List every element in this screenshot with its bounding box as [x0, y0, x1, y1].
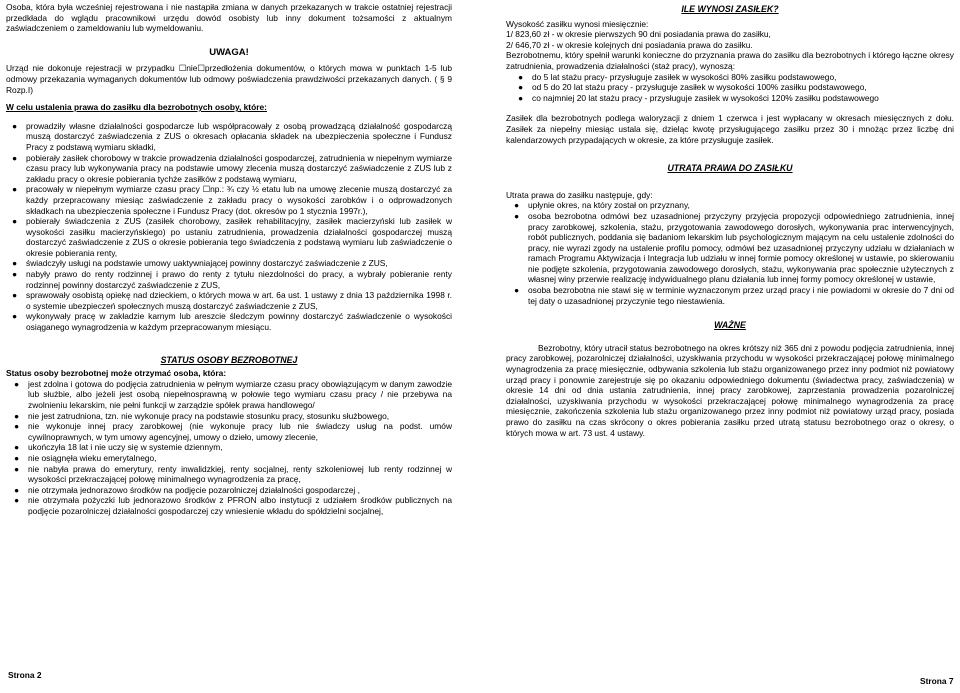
- wazne-heading: WAŻNE: [714, 320, 746, 331]
- bullet-icon: ●: [514, 210, 520, 221]
- status-list: [6, 379, 452, 517]
- list-item: [518, 71, 954, 83]
- list-item-text: upłynie okres, na który został on przyznany,: [528, 200, 690, 211]
- list-item-text: nie wykonuje innej pracy zarobkowej (nie wykonuje pracy lub nie świadczy usług na podst. umów cywilnoprawnych, w tym umowy agencyjnej, umowy o dzieło, umowy zlecenie,: [28, 421, 452, 442]
- bullet-icon: ●: [12, 152, 18, 163]
- list-item-text: jest zdolna i gotowa do podjęcia zatrudnienia w pełnym wymiarze czasu pracy obowiązującym w danym zawodzie lub służbie, albo jeżeli jest osobą niepełnosprawną w połowie tego wymiaru czasu pracy / nie przebywa na zwolnieniu lekarskim, nie pełni funkcji w zarządzie spółek prawa handlowego/: [28, 378, 452, 410]
- list-item-text: nie otrzymała jednorazowo środków na podjęcie pozarolniczej działalności gospodarczej ,: [28, 484, 360, 495]
- bullet-icon: ●: [12, 184, 18, 195]
- wysokosc-paragraph: Wysokość zasiłku wynosi miesięcznie: 1/ 823,60 zł - w okresie pierwszych 90 dni posiadania prawa do zasiłku, 2/ 646,70 zł - w okresie kolejnych dni posiadania prawa do zasiłku.: [506, 18, 771, 50]
- list-item: [12, 311, 452, 333]
- staz-intro: Bezrobotnemu, który spełnił warunki konieczne do przyznania prawa do zasiłku dla bezrobotnych i którego łączne okresy zatrudnienia, prowadzenia działalności (staż pracy), wynoszą:: [506, 50, 954, 71]
- bullet-icon: ●: [514, 285, 520, 296]
- list-item: [12, 120, 452, 153]
- list-item-text: pracowały w niepełnym wymiarze czasu pracy ☐np.: ¾ czy ½ etatu lub na umowę zlecenie muszą dostarczyć za każdy przepracowany miesiąc zaświadczenie z zakładu pracy o wysokości zarobków i o odprowadzonych składkach na ubezpieczenia społeczne i Fundusz Pracy (dot. okresów po 1 stycznia 1997r.),: [26, 184, 452, 216]
- utrata-intro: Utrata prawa do zasiłku następuje, gdy:: [506, 189, 653, 200]
- list-item-text: od 5 do 20 lat stażu pracy - przysługuje zasiłek w wysokości 100% zasiłku podstawowego,: [532, 82, 867, 93]
- right-column: [506, 0, 954, 438]
- list-item: [14, 442, 452, 453]
- list-item: [514, 200, 954, 211]
- bullet-icon: ●: [518, 82, 524, 93]
- bullet-icon: ●: [12, 311, 18, 322]
- list-item-text: osoba bezrobotna odmówi bez uzasadnionej przyczyny przyjęcia propozycji odpowiedniego zatrudnienia, innej pracy zarobkowej, szkolenia, stażu, przygotowania zawodowego dorosłych, wykonywania prac interwencyjnych, robót publicznych, poddania się badaniom lekarskim lub psychologicznym mającym na celu ustalenie zdolności do pracy, nie wyrazi zgody na ustalenie profilu pomocy, odmówi bez uzasadnionej przyczyny udziału w działaniach w ramach Programu Aktywizacja i Integracja lub udziału w innej formie pomocy określonej w ustawie, po skierowaniu nie podjęte szkolenia, przygotowania zawodowego dorosłych, stażu, wykonywania prac społecznie użytecznych z własnej winy przerwie realizację indywidualnego planu działania lub innej formy pomocy określonej w ustawie,: [528, 210, 954, 285]
- bullet-icon: ●: [14, 463, 20, 474]
- waloryzacja-paragraph: Zasiłek dla bezrobotnych podlega waloryzacji z dniem 1 czerwca i jest wypłacany w okresach miesięcznych z dołu. Zasiłek za niepełny miesiąc ustala się, dzieląc kwotę przysługującego zasiłku przez 30 i mnożąc przez liczbę dni kalendarzowych przypadających w okresie, za które przysługuje zasiłek.: [506, 113, 954, 145]
- wysokosc-heading: ILE WYNOSI ZASIŁEK?: [681, 4, 779, 14]
- bullet-icon: ●: [14, 410, 20, 421]
- intro-paragraph: Osoba, która była wcześniej rejestrowana i nie nastąpiła zmiana w danych przekazanych w trakcie ostatniej rejestracji przedkłada do wglądu pracownikowi urzędu dowód osobisty lub inny dokument tożsamości z aktualnym zaświadczeniem o zameldowaniu lub wymeldowaniu.: [6, 2, 452, 34]
- list-item-text: ukończyła 18 lat i nie uczy się w systemie dziennym,: [28, 442, 223, 453]
- status-intro: Status osoby bezrobotnej może otrzymać osoba, która:: [6, 368, 227, 379]
- wazne-paragraph: Bezrobotny, który utracił status bezrobotnego na okres krótszy niż 365 dni z powodu podjęcia zatrudnienia, innej pracy zarobkowej, pozarolniczej działalności, uzyskiwania przychodu w wysokości przekraczającej połowę minimalnego wynagrodzenia za pracę miesięcznie, odbywania szkolenia lub stażu organizowanego przez inny podmiot niż powiatowy urząd pracy i ponownie zarejestruje się po okazaniu odpowiedniego dokumentu (świadectwa pracy, zaświadczenia) w okresie 14 dni od dnia ustania zatrudnienia, innej pracy zarobkowej, zaprzestania prowadzenia pozarolniczej działalności, uzyskiwania przychodu w wysokości przekraczającej połowę minimalnego wynagrodzenia za pracę miesięcznie, zakończenia szkolenia lub stażu organizowanego przez inny podmiot niż powiatowy urząd pracy, posiada prawo do zasiłku na czas skrócony o okres pobierania zasiłku przed utratą statusu bezrobotnego oraz o okresy, o których mowa w art. 73 ust. 4 ustawy.: [506, 342, 954, 438]
- list-item: [12, 152, 452, 185]
- list-item: [518, 82, 954, 93]
- bullet-icon: ●: [14, 378, 20, 389]
- bullet-icon: ●: [12, 120, 18, 131]
- bullet-icon: ●: [12, 269, 18, 280]
- list-item-text: pobierały świadczenia z ZUS (zasiłek chorobowy, zasiłek rehabilitacyjny, zasiłek macierzyński lub zasiłek w wysokości zasiłku macierzyńskiego) po ustaniu zatrudnienia, prowadzenia działalności gospodarczej muszą dostarczyć zaświadczenie z ZUS o okresie pobierania tego świadczenia z podstawą wymiaru lub zaświadczenie o okresie pobierania renty,: [26, 216, 452, 258]
- list-item-text: nie nabyła prawa do emerytury, renty inwalidzkiej, renty socjalnej, renty szkoleniowej lub renty rodzinnej w wysokości przekraczającej połowę minimalnego wynagrodzenia za pracę,: [28, 463, 452, 485]
- list-item: [14, 463, 452, 485]
- bullet-icon: ●: [514, 200, 520, 211]
- page-number-right: Strona 7: [920, 676, 954, 686]
- utrata-list: [506, 200, 954, 306]
- bullet-icon: ●: [518, 92, 524, 103]
- list-item: [14, 410, 452, 422]
- bullet-icon: ●: [14, 452, 20, 463]
- list-item: [514, 210, 954, 285]
- utrata-heading: UTRATA PRAWA DO ZASIŁKU: [667, 163, 793, 174]
- uwaga-heading: UWAGA!: [209, 46, 249, 58]
- list-item: [518, 92, 954, 104]
- staz-list: [506, 72, 954, 104]
- list-item: [12, 269, 452, 290]
- list-item-text: co najmniej 20 lat stażu pracy - przysługuje zasiłek w wysokości 120% zasiłku podstawowego: [532, 92, 879, 103]
- list-item-text: sprawowały osobistą opiekę nad dzieckiem, o których mowa w art. 6a ust. 1 ustawy z dnia 13 października 1998 r. o systemie ubezpieczeń społecznych muszą dostarczyć zaświadczenie z ZUS,: [26, 290, 452, 311]
- list-item: [12, 290, 452, 311]
- bullet-icon: ●: [12, 216, 18, 227]
- list-item-text: wykonywały pracę w zakładzie karnym lub areszcie śledczym powinny dostarczyć zaświadczenie o wysokości osiąganego wynagrodzenia w każdym przepracowanym miesiącu.: [26, 311, 452, 333]
- bullet-icon: ●: [518, 71, 524, 82]
- uwaga-paragraph: Urząd nie dokonuje rejestracji w przypadku ☐nie☐przedłożenia dokumentów, o których mowa w punktach 1-5 lub odmowy przekazania wymaganych dokumentów lub odmowy poświadczenia prawdziwości przekazanych danych. ( § 9 Rozp.I): [6, 63, 452, 95]
- list-item-text: nie osiągnęła wieku emerytalnego,: [28, 452, 157, 463]
- bullet-icon: ●: [14, 442, 20, 453]
- list-item-text: pobierały zasiłek chorobowy w trakcie prowadzenia działalności gospodarczej, zatrudnienia w niepełnym wymiarze czasu pracy lub wykonywania pracy na podstawie umowy zlecenia muszą dostarczyć zaświadczenie z ZUS lub z zakładu pracy o okresie pobierania tychże zasiłków z podstawą wymiaru,: [26, 152, 452, 184]
- list-item-text: prowadziły własne działalności gospodarcze lub współpracowały z osobą prowadzącą działalność gospodarczą muszą dostarczyć zaświadczenia z ZUS o okresach opłacania składek na ubezpieczenia społeczne i Fundusz Pracy z podstawą wymiaru składki,: [26, 120, 452, 152]
- list-item: [14, 484, 452, 496]
- bullet-icon: ●: [12, 258, 18, 269]
- ustalenia-list: [6, 121, 452, 333]
- list-item: [14, 495, 452, 516]
- list-item: [12, 184, 452, 216]
- page-number-left: Strona 2: [8, 670, 42, 680]
- list-item-text: nie otrzymała pożyczki lub jednorazowo środków z PFRON albo instytucji z udziałem środków publicznych na podjęcie pozarolniczej działalności gospodarczej czy wniesienie wkładu do spółdzielni socjalnej,: [28, 495, 452, 516]
- bullet-icon: ●: [14, 421, 20, 432]
- list-item: [12, 258, 452, 269]
- list-item: [14, 452, 452, 464]
- list-item-text: nabyły prawo do renty rodzinnej i prawo do renty z tytułu niezdolności do pracy, a wybrały pobieranie renty rodzinnej powinny dostarczyć zaświadczenie z ZUS,: [26, 269, 452, 290]
- list-item-text: świadczyły usługi na podstawie umowy uaktywniającej powinny dostarczyć zaświadczenie z ZUS,: [26, 258, 388, 269]
- list-item-text: nie jest zatrudniona, tzn. nie wykonuje pracy na podstawie stosunku pracy, stosunku służbowego,: [28, 410, 390, 421]
- ustalenia-heading: W celu ustalenia prawa do zasiłku dla bezrobotnych osoby, które:: [6, 102, 267, 113]
- bullet-icon: ●: [14, 495, 20, 506]
- left-column: [6, 0, 452, 517]
- list-item-text: osoba bezrobotna nie stawi się w terminie wyznaczonym przez urząd pracy i nie powiadomi w okresie do 7 dni od tej daty o uzasadnionej przyczynie tego niestawienia.: [528, 285, 954, 306]
- list-item: [14, 421, 452, 442]
- bullet-icon: ●: [14, 484, 20, 495]
- list-item: [12, 216, 452, 258]
- list-item: [14, 378, 452, 411]
- status-heading: STATUS OSOBY BEZROBOTNEJ: [160, 354, 298, 365]
- list-item-text: do 5 lat stażu pracy- przysługuje zasiłek w wysokości 80% zasiłku podstawowego,: [532, 71, 837, 82]
- bullet-icon: ●: [12, 290, 18, 301]
- list-item: [514, 285, 954, 306]
